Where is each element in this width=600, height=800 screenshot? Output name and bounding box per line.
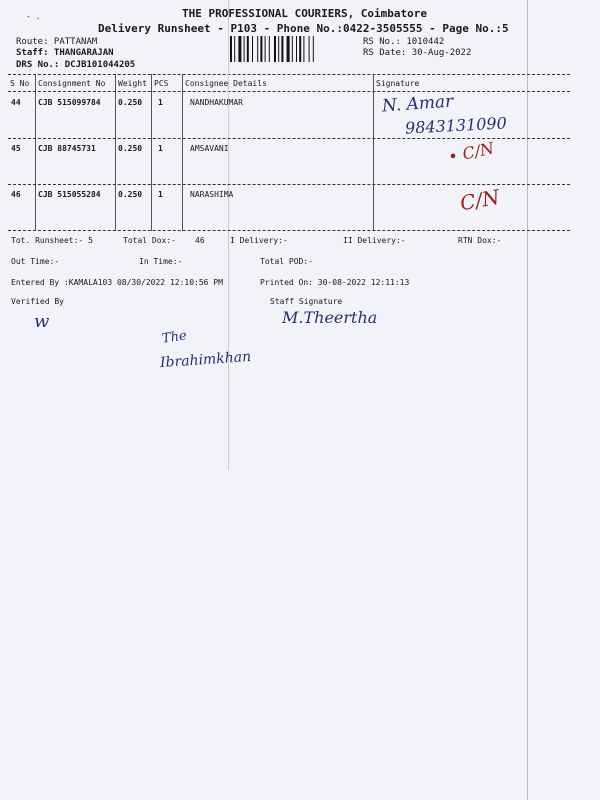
row-weight: 0.250 — [118, 98, 143, 107]
table-top-rule — [8, 74, 570, 75]
handwritten-signature: N. Amar — [381, 91, 454, 117]
row-consignee: NARASHIMA — [190, 190, 234, 199]
total-dox-value: 46 — [195, 236, 205, 245]
in-time-label: In Time:- — [139, 257, 183, 266]
row-consignment-no: CJB 515099784 — [38, 98, 101, 107]
column-header-sno: S No — [10, 79, 30, 88]
handwritten-note-line2: Ibrahimkhan — [159, 348, 252, 372]
row-pcs: 1 — [158, 190, 163, 199]
entered-by: Entered By :KAMALA103 08/30/2022 12:10:56 PM — [11, 278, 223, 287]
i-delivery-label: I Delivery:- — [230, 236, 288, 245]
column-header-signature: Signature — [376, 79, 420, 88]
drs-number: DRS No.: DCJB101044205 — [16, 60, 136, 70]
barcode-image — [230, 36, 352, 62]
corner-mark: - . — [26, 12, 41, 21]
row-pcs: 1 — [158, 98, 163, 107]
total-runsheet: Tot. Runsheet:- 5 — [11, 236, 93, 245]
column-header-consignment: Consignment No — [38, 79, 106, 88]
delivery-mark: C/N — [458, 184, 502, 216]
row-consignment-no: CJB 515055284 — [38, 190, 101, 199]
rs-number: RS No.: 1010442 — [363, 37, 445, 47]
printed-on: Printed On: 30-08-2022 12:11:13 — [260, 278, 410, 287]
column-header-pcs: PCS — [154, 79, 169, 88]
rtn-dox-label: RTN Dox:- — [458, 236, 502, 245]
rs-date: RS Date: 30-Aug-2022 — [363, 48, 472, 58]
runsheet-subtitle: Delivery Runsheet - P103 - Phone No.:0422-3505555 - Page No.:5 — [98, 22, 509, 35]
ii-delivery-label: II Delivery:- — [343, 236, 406, 245]
row-sno: 44 — [11, 98, 21, 107]
column-divider — [115, 74, 116, 231]
row-consignment-no: CJB 88745731 — [38, 144, 96, 153]
staff-handwritten-signature: M.Theertha — [282, 308, 378, 327]
column-divider — [228, 0, 229, 470]
row-separator — [8, 184, 570, 185]
row-sno: 46 — [11, 190, 21, 199]
page-edge-line — [527, 0, 528, 800]
verified-by-label: Verified By — [11, 297, 64, 306]
column-divider — [151, 74, 152, 231]
total-pod-label: Total POD:- — [260, 257, 313, 266]
staff-label: Staff: THANGARAJAN — [16, 48, 114, 58]
total-dox-label: Total Dox:- — [123, 236, 176, 245]
handwritten-phone: 9843131090 — [404, 113, 508, 138]
staff-signature-label: Staff Signature — [270, 297, 343, 306]
row-pcs: 1 — [158, 144, 163, 153]
column-header-consignee: Consignee Details — [185, 79, 267, 88]
column-divider — [35, 74, 36, 231]
column-divider — [373, 74, 374, 231]
verifier-initial: w — [34, 311, 50, 332]
delivery-mark: • C/N — [446, 138, 496, 167]
column-header-weight: Weight — [118, 79, 147, 88]
row-weight: 0.250 — [118, 190, 143, 199]
column-divider — [182, 74, 183, 231]
out-time-label: Out Time:- — [11, 257, 60, 266]
row-consignee: NANDHAKUMAR — [190, 98, 243, 107]
route-label: Route: PATTANAM — [16, 37, 98, 47]
company-title: THE PROFESSIONAL COURIERS, Coimbatore — [182, 7, 428, 20]
row-consignee: AMSAVANI — [190, 144, 229, 153]
table-header-rule — [8, 91, 570, 92]
table-bottom-rule — [8, 230, 570, 231]
row-sno: 45 — [11, 144, 21, 153]
row-weight: 0.250 — [118, 144, 143, 153]
handwritten-note-line1: The — [161, 328, 188, 347]
